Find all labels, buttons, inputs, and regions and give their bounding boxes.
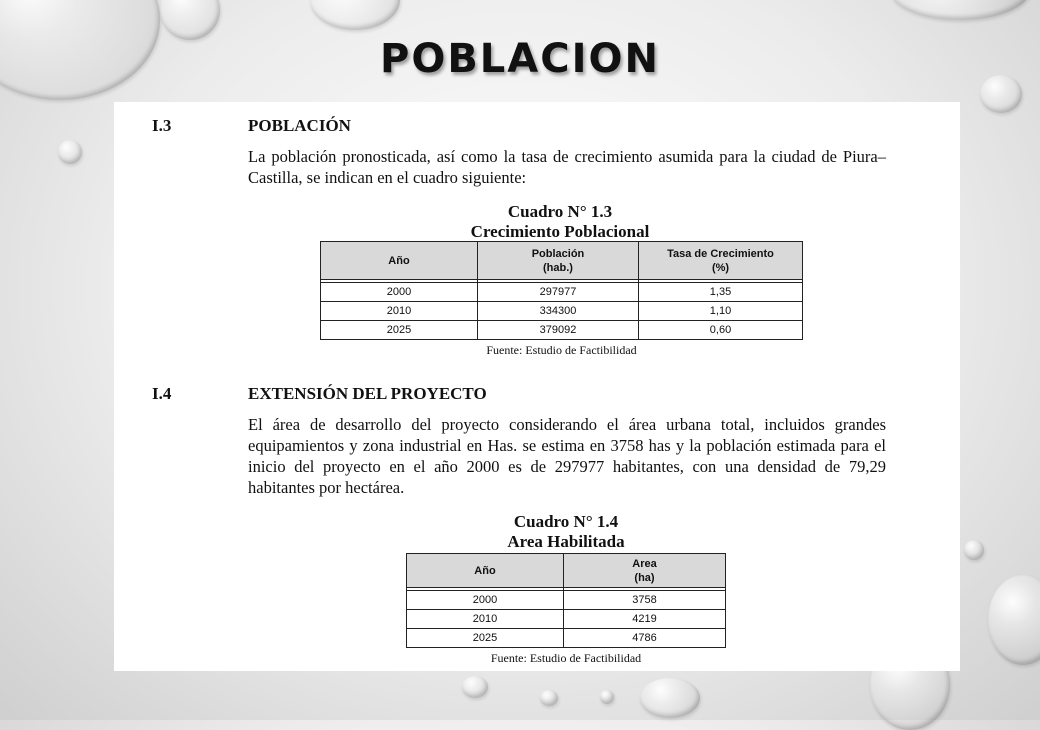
water-drop — [640, 678, 700, 718]
column-header: Año — [321, 242, 478, 280]
table-cell: 297977 — [478, 283, 639, 302]
table-cell: 4219 — [564, 610, 726, 629]
section-paragraph: El área de desarrollo del proyecto considerando el área urbana total, incluidos grandes equipamientos y zona industrial en Has. se estima en 3758 has y la población estimada para el inicio del proyecto en el año 2000 es de 297977 habitantes, con una densidad de 79,29 habitantes por hectárea. — [248, 415, 886, 497]
table-cell: 0,60 — [639, 321, 803, 340]
table-cell: 2010 — [321, 302, 478, 321]
caption-title: Crecimiento Poblacional — [470, 222, 650, 241]
table-caption — [406, 512, 726, 552]
table-row — [321, 302, 803, 321]
table-caption — [320, 202, 800, 242]
table-cell: 1,10 — [639, 302, 803, 321]
water-drop — [310, 0, 400, 30]
table-source: Fuente: Estudio de Factibilidad — [490, 651, 642, 665]
column-header: Tasa de Crecimiento (%) — [639, 242, 803, 280]
table-source: Fuente: Estudio de Factibilidad — [486, 343, 637, 357]
table-row — [321, 283, 803, 302]
table-header-row — [321, 242, 803, 280]
column-header: Población (hab.) — [478, 242, 639, 280]
table-cell: 2025 — [407, 629, 564, 648]
table-cell: 2025 — [321, 321, 478, 340]
table-cell: 2000 — [321, 283, 478, 302]
water-drop — [462, 676, 488, 698]
section-title: POBLACIÓN — [248, 116, 351, 135]
caption-number: Cuadro N° 1.4 — [513, 512, 619, 531]
caption-number: Cuadro N° 1.3 — [507, 202, 613, 221]
water-drop — [160, 0, 220, 40]
section-paragraph: La población pronosticada, así como la tasa de crecimiento asumida para la ciudad de Piura–Castilla, se indican en el cuadro siguiente: — [248, 147, 886, 187]
column-header: Area (ha) — [564, 554, 726, 588]
table-cell: 2000 — [407, 591, 564, 610]
slide-title: POBLACION — [380, 36, 660, 82]
table-cell: 4786 — [564, 629, 726, 648]
water-drop — [58, 140, 82, 164]
section-number: I.4 — [152, 384, 172, 403]
column-header: Año — [407, 554, 564, 588]
table-cell: 3758 — [564, 591, 726, 610]
caption-title: Area Habilitada — [507, 532, 625, 551]
section-number: I.3 — [152, 116, 172, 135]
document-image — [114, 102, 960, 671]
section-title: EXTENSIÓN DEL PROYECTO — [248, 384, 487, 403]
table-cell: 379092 — [478, 321, 639, 340]
table-cell: 1,35 — [639, 283, 803, 302]
table-cell: 334300 — [478, 302, 639, 321]
table-row — [407, 610, 726, 629]
table-cell: 2010 — [407, 610, 564, 629]
water-drop — [988, 575, 1040, 665]
water-drop — [890, 0, 1030, 20]
area-table — [406, 553, 726, 648]
water-drop — [540, 690, 558, 706]
water-drop — [964, 540, 984, 560]
table-header-row — [407, 554, 726, 588]
table-row — [407, 629, 726, 648]
water-drop — [600, 690, 614, 704]
table-row — [321, 321, 803, 340]
table-row — [407, 591, 726, 610]
population-table — [320, 241, 803, 340]
